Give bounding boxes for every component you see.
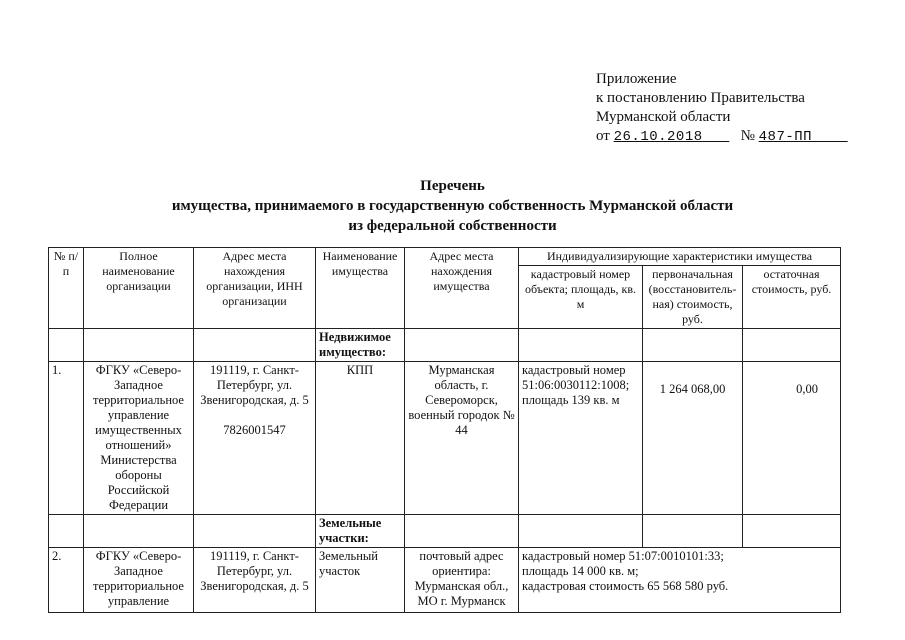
org-address-cell: 191119, г. Санкт-Петербург, ул. Звенигородская, д. 5 <box>194 548 316 613</box>
property-address-cell: Мурманская область, г. Североморск, военный городок № 44 <box>405 362 519 515</box>
characteristics-cell <box>519 548 841 613</box>
org-address-cell <box>194 362 316 515</box>
org-inn: 7826001547 <box>223 423 286 437</box>
residual-cost-cell: 0,00 <box>743 362 841 515</box>
property-table <box>48 247 841 613</box>
table-header-row <box>49 248 841 266</box>
org-address: 191119, г. Санкт-Петербург, ул. Звенигородская, д. 5 <box>200 363 309 407</box>
document-heading <box>0 176 905 236</box>
row-number: 1. <box>49 362 84 515</box>
header-property-name: Наименование имущества <box>316 248 405 329</box>
header-residual-cost: остаточная стоимость, руб. <box>743 266 841 329</box>
header-org-address: Адрес места нахождения организации, ИНН организации <box>194 248 316 329</box>
org-name-cell: ФГКУ «Северо-Западное территориальное управление <box>84 548 194 613</box>
appendix-block <box>596 70 848 147</box>
header-org-name: Полное наименование организации <box>84 248 194 329</box>
appendix-title: Приложение <box>596 71 677 87</box>
header-num: № п/п <box>49 248 84 329</box>
characteristics-line: кадастровый номер 51:07:0010101:33; <box>522 549 724 563</box>
characteristics-line: площадь 14 000 кв. м; <box>522 564 639 578</box>
characteristics-line: кадастровая стоимость 65 568 580 руб. <box>522 579 729 593</box>
date-prefix: от <box>596 128 610 144</box>
property-name-cell: Земельный участок <box>316 548 405 613</box>
org-name-cell: ФГКУ «Северо-Западное территориальное управление имущественных отношений» Министерства обороны Российской Федерации <box>84 362 194 515</box>
property-address-cell: почтовый адрес ориентира: Мурманская обл., МО г. Мурманск <box>405 548 519 613</box>
heading-subtitle: имущества, принимаемого в государственную собственность Мурманской области <box>171 198 734 214</box>
appendix-region: Мурманской области <box>596 109 731 125</box>
number-prefix: № <box>740 128 755 144</box>
section-label: Недвижимое имущество: <box>316 329 405 362</box>
table-row <box>49 362 841 515</box>
table-row <box>49 548 841 613</box>
heading-title: Перечень <box>420 178 485 194</box>
appendix-date-number <box>596 127 848 147</box>
appendix-decree: к постановлению Правительства <box>596 90 805 106</box>
header-cadastral: кадастровый номер объекта; площадь, кв. м <box>519 266 643 329</box>
header-characteristics: Индивидуализирующие характеристики имущества <box>519 248 841 266</box>
section-row-land <box>49 515 841 548</box>
row-number: 2. <box>49 548 84 613</box>
property-name-cell: КПП <box>316 362 405 515</box>
section-label: Земельные участки: <box>316 515 405 548</box>
section-row-real-estate <box>49 329 841 362</box>
heading-subtitle-2: из федеральной собственности <box>348 218 557 234</box>
initial-cost-cell: 1 264 068,00 <box>643 362 743 515</box>
decree-date: 26.10.2018 <box>613 129 703 145</box>
header-initial-cost: первоначальная (восстановитель-ная) стоимость, руб. <box>643 266 743 329</box>
cadastral-cell: кадастровый номер 51:06:0030112:1008; площадь 139 кв. м <box>519 362 643 515</box>
decree-number: 487-ПП <box>758 129 813 145</box>
header-property-address: Адрес места нахождения имущества <box>405 248 519 329</box>
